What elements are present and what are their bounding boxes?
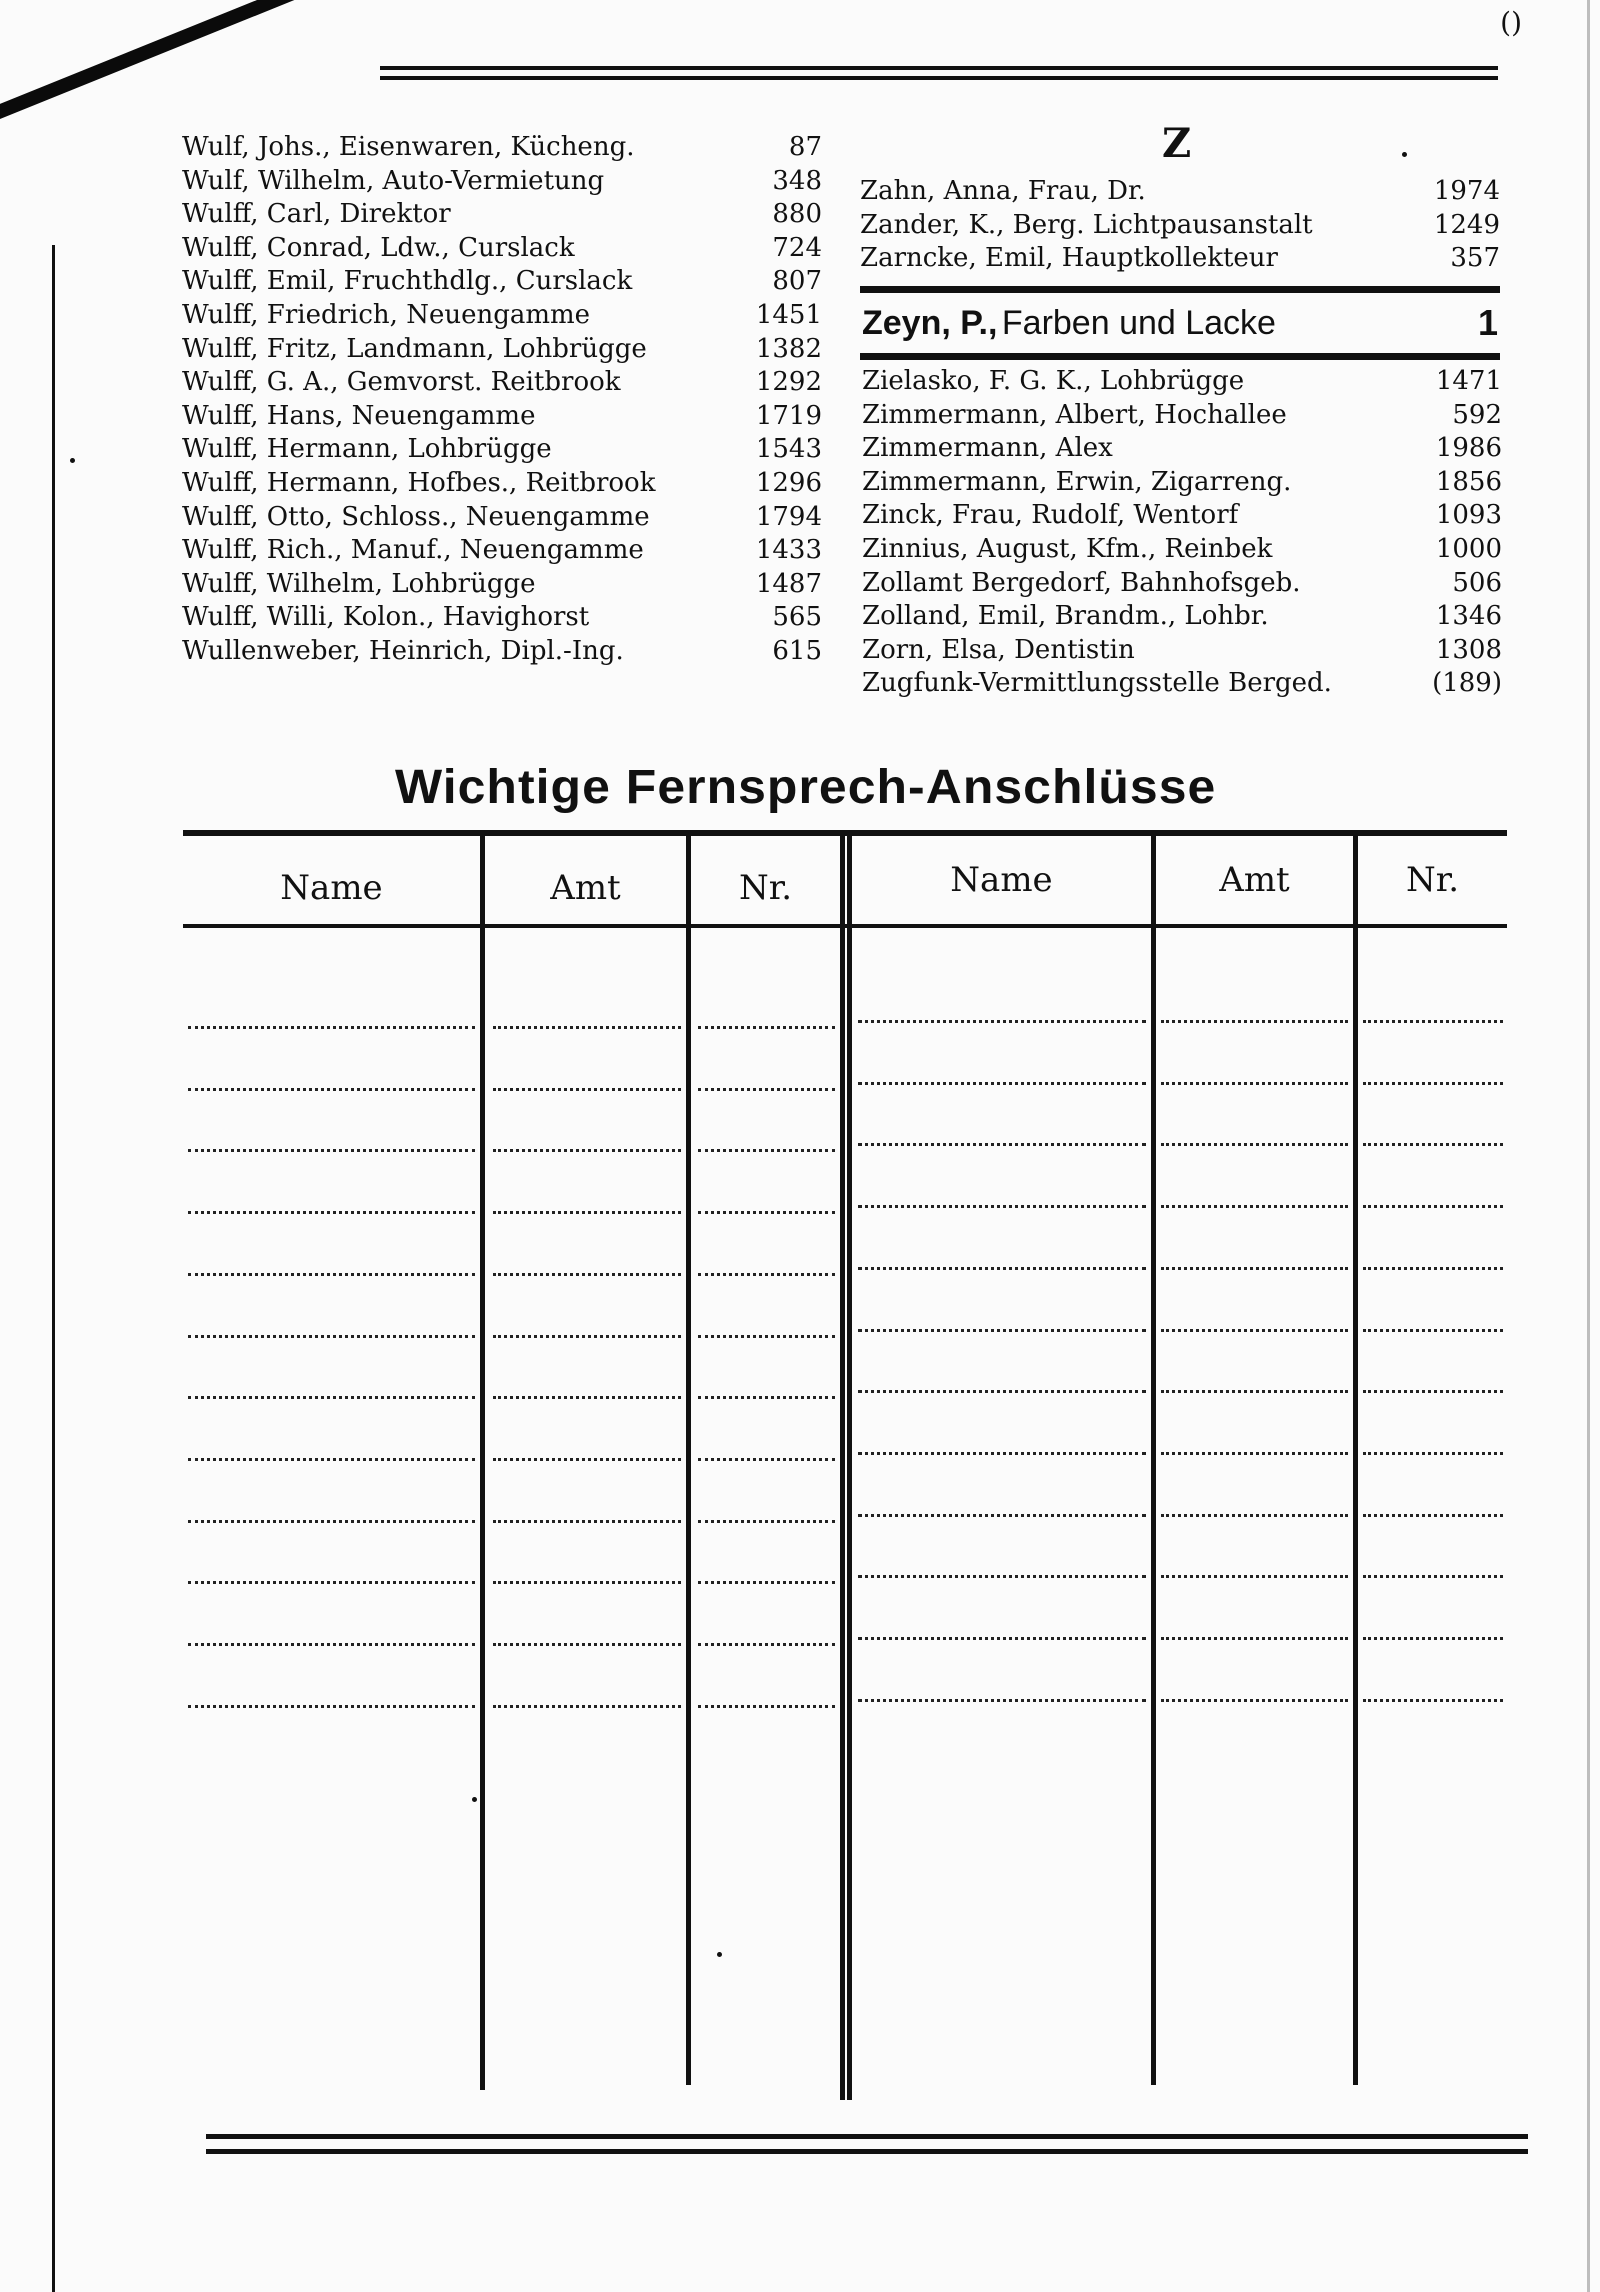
blank-entry-line xyxy=(858,1020,1146,1023)
entry-name: Zarncke, Emil, Hauptkollekteur xyxy=(860,243,1278,274)
blank-entry-line xyxy=(188,1581,475,1584)
page-mark: () xyxy=(1500,6,1522,39)
ink-speck xyxy=(1402,152,1407,157)
entry-name: Zolland, Emil, Brandm., Lohbr. xyxy=(862,601,1269,632)
list-item xyxy=(862,635,1502,669)
list-item xyxy=(182,535,822,569)
blank-entry-line xyxy=(858,1514,1146,1517)
blank-entry-line xyxy=(858,1637,1146,1640)
blank-entry-line xyxy=(1161,1143,1348,1146)
blank-entry-line xyxy=(493,1396,681,1399)
list-item xyxy=(862,500,1502,534)
blank-entry-line xyxy=(493,1149,681,1152)
entry-name: Wulf, Wilhelm, Auto-Vermietung xyxy=(182,165,605,196)
blank-entry-line xyxy=(698,1273,835,1276)
featured-entry-text xyxy=(862,304,1276,343)
list-item xyxy=(862,668,1502,702)
margin-line xyxy=(52,245,55,2292)
entry-number: 1346 xyxy=(1435,601,1502,632)
entry-name: Zahn, Anna, Frau, Dr. xyxy=(860,176,1146,206)
entry-number: 1471 xyxy=(1435,366,1502,396)
entry-number: 506 xyxy=(1452,567,1502,598)
list-item xyxy=(862,534,1502,568)
blank-entry-line xyxy=(1363,1267,1503,1270)
blank-entry-line xyxy=(188,1026,475,1029)
entry-number: 1382 xyxy=(755,333,822,364)
blank-entry-line xyxy=(858,1082,1146,1085)
featured-entry-description: Farben und Lacke xyxy=(1001,303,1276,342)
blank-entry-line xyxy=(858,1143,1146,1146)
blank-entry-line xyxy=(1161,1514,1348,1517)
blank-entry-line xyxy=(1363,1082,1503,1085)
featured-entry xyxy=(860,286,1500,360)
column-header-nr: Nr. xyxy=(738,868,793,908)
blank-entry-line xyxy=(1161,1082,1348,1085)
blank-entry-line xyxy=(493,1705,681,1708)
entry-name: Wulff, Hermann, Hofbes., Reitbrook xyxy=(182,467,656,498)
blank-entry-line xyxy=(493,1458,681,1461)
entry-name: Wulf, Johs., Eisenwaren, Kücheng. xyxy=(182,132,635,162)
blank-entry-line xyxy=(493,1211,681,1214)
blank-entry-line xyxy=(698,1211,835,1214)
list-item xyxy=(182,266,822,300)
entry-number: 1292 xyxy=(755,367,822,398)
entry-name: Zugfunk-Vermittlungsstelle Berged. xyxy=(862,668,1332,699)
entry-name: Wulff, Rich., Manuf., Neuengamme xyxy=(182,535,644,566)
blank-entry-line xyxy=(1363,1020,1503,1023)
column-header-amt: Amt xyxy=(1219,860,1290,900)
blank-entry-line xyxy=(698,1520,835,1523)
blank-entry-line xyxy=(698,1581,835,1584)
column-header-amt: Amt xyxy=(550,868,621,908)
list-item xyxy=(182,166,822,200)
blank-entry-line xyxy=(493,1520,681,1523)
left-entry-list xyxy=(182,132,822,670)
blank-entry-line xyxy=(858,1205,1146,1208)
blank-entry-line xyxy=(1363,1452,1503,1455)
entry-number: 592 xyxy=(1452,399,1502,430)
right-entry-list-top xyxy=(860,176,1500,277)
entry-number: 807 xyxy=(772,266,822,297)
blank-entry-line xyxy=(1363,1514,1503,1517)
entry-name: Wulff, Fritz, Landmann, Lohbrügge xyxy=(182,333,647,364)
blank-entry-line xyxy=(188,1458,475,1461)
blank-entry-line xyxy=(188,1149,475,1152)
blank-entry-line xyxy=(1363,1575,1503,1578)
list-item xyxy=(182,401,822,435)
list-item xyxy=(182,300,822,334)
entry-number: 1856 xyxy=(1435,466,1502,497)
blank-entry-line xyxy=(1363,1143,1503,1146)
entry-number: (189) xyxy=(1432,668,1502,699)
column-divider xyxy=(686,830,691,2085)
section-title: Wichtige Fernsprech-Anschlüsse xyxy=(395,761,1217,814)
entry-number: 1487 xyxy=(755,568,822,599)
blank-entry-line xyxy=(698,1088,835,1091)
notes-table xyxy=(183,830,1507,2090)
entry-name: Wullenweber, Heinrich, Dipl.-Ing. xyxy=(182,635,624,666)
bottom-double-rule xyxy=(206,2134,1528,2154)
list-item xyxy=(182,132,822,166)
blank-entry-line xyxy=(1161,1267,1348,1270)
entry-name: Wulff, Hans, Neuengamme xyxy=(182,400,536,431)
left-directory-column xyxy=(182,132,822,670)
blank-entry-line xyxy=(698,1026,835,1029)
column-divider xyxy=(1353,830,1358,2085)
blank-entry-line xyxy=(188,1520,475,1523)
blank-entry-line xyxy=(1161,1575,1348,1578)
ink-speck xyxy=(717,1952,722,1957)
entry-number: 1719 xyxy=(755,400,822,431)
blank-entry-line xyxy=(698,1643,835,1646)
entry-name: Zinck, Frau, Rudolf, Wentorf xyxy=(862,500,1239,531)
blank-entry-line xyxy=(1363,1637,1503,1640)
entry-number: 1451 xyxy=(755,299,822,330)
blank-entry-line xyxy=(493,1273,681,1276)
column-divider xyxy=(480,830,485,2090)
blank-entry-line xyxy=(1363,1205,1503,1208)
list-item xyxy=(860,210,1500,244)
blank-entry-line xyxy=(1363,1390,1503,1393)
entry-name: Wulff, Otto, Schloss., Neuengamme xyxy=(182,501,650,532)
entry-number: 1433 xyxy=(755,535,822,566)
entry-name: Wulff, Wilhelm, Lohbrügge xyxy=(182,568,536,599)
blank-entry-line xyxy=(188,1273,475,1276)
entry-name: Zielasko, F. G. K., Lohbrügge xyxy=(862,366,1245,396)
blank-entry-line xyxy=(698,1705,835,1708)
blank-entry-line xyxy=(1161,1205,1348,1208)
entry-name: Wulff, Conrad, Ldw., Curslack xyxy=(182,232,575,263)
entry-number: 87 xyxy=(788,132,822,162)
blank-entry-line xyxy=(188,1705,475,1708)
list-item xyxy=(182,434,822,468)
list-item xyxy=(182,367,822,401)
entry-number: 1308 xyxy=(1435,634,1502,665)
blank-entry-line xyxy=(1363,1329,1503,1332)
right-entry-list-bottom xyxy=(862,366,1502,702)
entry-name: Zorn, Elsa, Dentistin xyxy=(862,634,1135,665)
featured-entry-number: 1 xyxy=(1477,302,1498,343)
list-item xyxy=(860,176,1500,210)
list-item xyxy=(182,602,822,636)
entry-name: Zimmermann, Albert, Hochallee xyxy=(862,399,1287,430)
entry-number: 1986 xyxy=(1435,433,1502,464)
entry-number: 1296 xyxy=(755,467,822,498)
list-item xyxy=(182,569,822,603)
blank-entry-line xyxy=(698,1149,835,1152)
blank-entry-line xyxy=(1161,1452,1348,1455)
list-item xyxy=(182,199,822,233)
blank-entry-line xyxy=(698,1458,835,1461)
blank-entry-line xyxy=(858,1452,1146,1455)
entry-number: 1249 xyxy=(1433,209,1500,240)
blank-entry-line xyxy=(1161,1637,1348,1640)
entry-number: 357 xyxy=(1450,243,1500,274)
entry-name: Wulff, Hermann, Lohbrügge xyxy=(182,434,552,465)
list-item xyxy=(862,601,1502,635)
entry-name: Zimmermann, Erwin, Zigarreng. xyxy=(862,466,1292,497)
ink-speck xyxy=(70,458,75,463)
blank-entry-line xyxy=(858,1699,1146,1702)
top-double-rule xyxy=(380,66,1498,80)
blank-entry-line xyxy=(1161,1390,1348,1393)
column-divider-double xyxy=(840,830,852,2100)
blank-entry-line xyxy=(698,1335,835,1338)
blank-entry-line xyxy=(493,1581,681,1584)
entry-number: 565 xyxy=(772,602,822,633)
blank-entry-line xyxy=(1161,1329,1348,1332)
entry-name: Wulff, Willi, Kolon., Havighorst xyxy=(182,602,590,633)
entry-number: 1543 xyxy=(755,434,822,465)
list-item xyxy=(860,243,1500,277)
list-item xyxy=(862,568,1502,602)
blank-entry-line xyxy=(493,1088,681,1091)
blank-entry-line xyxy=(858,1390,1146,1393)
blank-entry-line xyxy=(188,1643,475,1646)
featured-entry-name: Zeyn, P., xyxy=(862,303,998,342)
list-item xyxy=(182,636,822,670)
column-header-name: Name xyxy=(950,860,1053,900)
blank-entry-line xyxy=(858,1267,1146,1270)
column-header-name: Name xyxy=(280,868,383,908)
entry-number: 880 xyxy=(772,199,822,230)
list-item xyxy=(182,233,822,267)
entry-number: 348 xyxy=(772,165,822,196)
column-divider xyxy=(1151,830,1156,2085)
blank-entry-line xyxy=(188,1335,475,1338)
entry-name: Wulff, Carl, Direktor xyxy=(182,199,451,230)
blank-entry-line xyxy=(858,1575,1146,1578)
section-letter: Z xyxy=(1162,120,1192,167)
list-item xyxy=(862,400,1502,434)
list-item xyxy=(862,433,1502,467)
blank-entry-line xyxy=(493,1643,681,1646)
entry-name: Zinnius, August, Kfm., Reinbek xyxy=(862,533,1273,564)
entry-name: Wulff, Friedrich, Neuengamme xyxy=(182,299,591,330)
entry-number: 615 xyxy=(772,635,822,666)
entry-name: Zollamt Bergedorf, Bahnhofsgeb. xyxy=(862,567,1301,598)
entry-name: Wulff, G. A., Gemvorst. Reitbrook xyxy=(182,367,621,398)
entry-number: 1794 xyxy=(755,501,822,532)
blank-entry-line xyxy=(1161,1699,1348,1702)
blank-entry-line xyxy=(858,1329,1146,1332)
list-item xyxy=(182,334,822,368)
ink-speck xyxy=(472,1797,477,1802)
blank-entry-line xyxy=(1363,1699,1503,1702)
entry-name: Wulff, Emil, Fruchthdlg., Curslack xyxy=(182,266,633,297)
column-header-nr: Nr. xyxy=(1405,860,1460,900)
list-item xyxy=(862,467,1502,501)
blank-entry-line xyxy=(188,1211,475,1214)
blank-entry-line xyxy=(188,1088,475,1091)
list-item xyxy=(862,366,1502,400)
entry-number: 1974 xyxy=(1433,176,1500,206)
entry-number: 1000 xyxy=(1435,533,1502,564)
list-item xyxy=(182,502,822,536)
entry-number: 1093 xyxy=(1435,500,1502,531)
entry-name: Zimmermann, Alex xyxy=(862,433,1113,464)
blank-entry-line xyxy=(493,1026,681,1029)
blank-entry-line xyxy=(698,1396,835,1399)
page-edge xyxy=(1587,0,1590,2292)
blank-entry-line xyxy=(493,1335,681,1338)
entry-name: Zander, K., Berg. Lichtpausanstalt xyxy=(860,209,1313,240)
entry-number: 724 xyxy=(772,232,822,263)
blank-entry-line xyxy=(188,1396,475,1399)
blank-entry-line xyxy=(1161,1020,1348,1023)
list-item xyxy=(182,468,822,502)
